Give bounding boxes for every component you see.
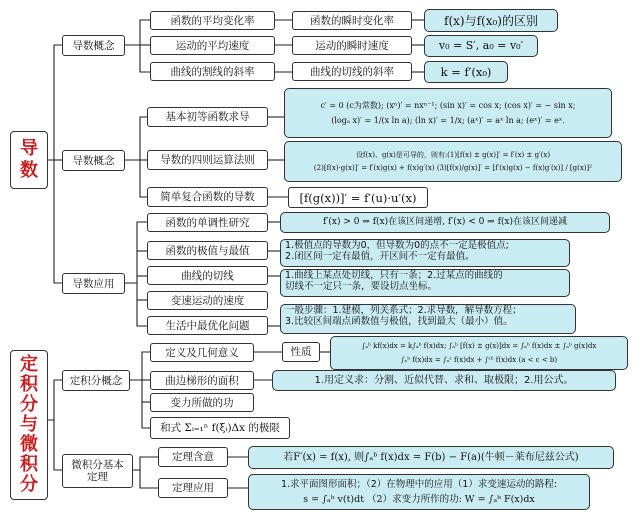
label-line: 定理 (87, 471, 108, 483)
text-tangent (280, 269, 570, 297)
branch-fundamental-theorem (62, 454, 133, 488)
formula-composite: [f(g(x))]′ = f′(u)·u′(x) (288, 187, 428, 208)
root-char: 与 (20, 414, 38, 435)
node-optimization: 生活中最优化问题 (147, 316, 268, 335)
node-tangent-slope: 曲线的切线的斜率 (292, 62, 412, 81)
text-line: 1.曲线上某点处切线，只有一条；2.过某点的曲线的 (285, 270, 503, 281)
node-secant-slope: 曲线的割线的斜率 (150, 62, 275, 81)
node-curved-trapezoid: 曲边梯形的面积 (150, 371, 254, 390)
node-riemann-sum: 和式 Σᵢ₌₁ⁿ f(ξᵢ)Δx 的极限 (150, 417, 290, 439)
text-optimization (280, 304, 576, 334)
branch-derivative-concept-2: 导数概念 (62, 150, 125, 171)
text-line: 切线不一定只一条，要设切点坐标。 (285, 281, 438, 292)
root-integral (10, 350, 48, 500)
text-line: 一般步骤：1.建模，列关系式；2.求导数，解导数方程； (285, 305, 522, 316)
formula-v0-a0: v₀ = S′, a₀ = v₀′ (424, 35, 538, 57)
formula-line: 设f(x)、g(x)是可导的，则有:(1)[f(x) ± g(x)]′ = f′(x) ± g′(x) (355, 150, 551, 159)
root-char: 微 (20, 434, 38, 455)
branch-definite-integral-concept: 定积分概念 (62, 370, 130, 391)
root-char: 积 (20, 454, 38, 475)
formula-k-slope: k = f′(x₀) (424, 61, 508, 83)
formula-line: (logₐ x)′ = 1/(x ln a); (ln x)′ = 1/x; (aˣ)′ = aˣ ln a; (eˣ)′ = eˣ. (331, 116, 565, 125)
formula-monotonicity: f′(x) > 0 ⇒ f(x)在该区间递增, f′(x) < 0 ⇒ f(x)在该区间递减 (280, 212, 610, 233)
root-char: 定 (20, 354, 38, 375)
text-extrema (280, 239, 570, 267)
node-variable-force-work: 变力所做的功 (150, 393, 254, 412)
root-char: 导 (20, 138, 38, 159)
node-theorem-meaning: 定理含意 (158, 447, 228, 467)
node-variable-speed: 变速运动的速度 (147, 291, 268, 310)
text-line: 1.求平面图形面积；（2）在物理中的应用（1）求变速运动的路程: (280, 479, 558, 490)
formula-newton-leibniz: 若F′(x) = f(x), 则∫ₐᵇ f(x)dx = F(b) − F(a)(牛顿－莱布尼兹公式) (248, 446, 614, 469)
root-char: 分 (20, 394, 38, 415)
node-arith-rules: 导数的四则运算法则 (147, 150, 268, 170)
text-line: 1.极值点的导数为0，但导数为0的点不一定是极值点; (285, 240, 509, 251)
formula-line: ∫ₐᵇ f(x)dx = ∫ₐᶜ f(x)dx + ∫ᶜᵇ f(x)dx (a < c < b) (400, 356, 558, 364)
formula-integral-properties (330, 336, 628, 370)
node-basic-derivatives: 基本初等函数求导 (147, 107, 268, 127)
formula-line: (2)[f(x)·g(x)]′ = f′(x)g(x) + f(x)g′(x) (3)[f(x)/g(x)]′ = [f′(x)g(x) − f(x)g′(x)] / [g(x)]² (313, 163, 593, 172)
node-properties: 性质 (282, 342, 320, 362)
text-theorem-application (248, 474, 590, 510)
text-line: 3.比较区间端点函数值与极值，找到最大（最小）值。 (285, 316, 513, 327)
node-extrema: 函数的极值与最值 (147, 241, 268, 260)
branch-derivative-application: 导数应用 (62, 273, 125, 294)
root-char: 数 (20, 160, 38, 181)
node-inst-rate: 函数的瞬时变化率 (292, 11, 412, 30)
formula-line: ∫ₐᵇ kf(x)dx = k∫ₐᵇ f(x)dx; ∫ₐᵇ [f(x) ± g(x)]dx = ∫ₐᵇ f(x)dx ± ∫ₐᵇ g(x)dx (361, 342, 597, 350)
formula-fx-vs-fx0: f(x)与f(x₀)的区别 (424, 9, 558, 32)
node-monotonicity: 函数的单调性研究 (147, 213, 268, 232)
node-avg-speed: 运动的平均速度 (150, 36, 275, 55)
formula-basic-derivatives (284, 88, 612, 138)
node-composite: 简单复合函数的导数 (147, 187, 268, 207)
node-inst-speed: 运动的瞬时速度 (292, 36, 412, 55)
formula-line: c′ = 0 (c为常数); (xⁿ)′ = nxⁿ⁻¹; (sin x)′ = cos x; (cos x)′ = − sin x; (320, 101, 576, 110)
node-avg-rate: 函数的平均变化率 (150, 11, 275, 30)
text-line: 2.闭区间一定有最值，开区间不一定有最值。 (285, 251, 475, 262)
text-line: s = ∫ₐᵇ v(t)dt （2）求变力所作的功: W = ∫ₐᵇ F(x)dx (303, 494, 535, 505)
text-area-methods: 1.用定义求：分割、近似代替、求和、取极限；2.用公式。 (272, 370, 616, 391)
root-char: 分 (20, 474, 38, 495)
node-definition-geometry: 定义及几何意义 (150, 343, 254, 362)
branch-derivative-concept-1: 导数概念 (62, 35, 125, 56)
node-tangent-line: 曲线的切线 (147, 266, 268, 285)
formula-arith-rules (284, 141, 622, 182)
root-char: 积 (20, 374, 38, 395)
root-derivative (10, 131, 48, 189)
node-theorem-application: 定理应用 (158, 478, 228, 498)
label-line: 微积分基本 (71, 459, 124, 471)
